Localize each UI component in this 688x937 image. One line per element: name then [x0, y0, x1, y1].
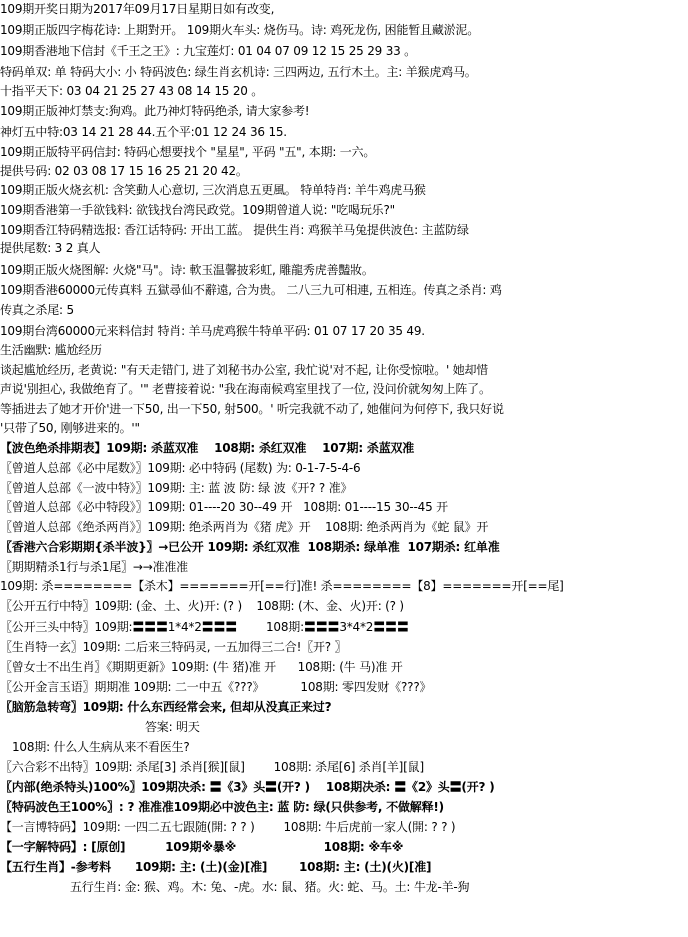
text-line: 〖公开三头中特〗109期:〓〓〓1*4*2〓〓〓 108期:〓〓〓3*4*2〓〓〓	[0, 620, 409, 634]
text-line: 109期正版神灯禁支:狗鸡。此乃神灯特码绝杀, 请大家参考!	[0, 104, 310, 118]
text-line: 答案: 明天	[145, 720, 200, 734]
text-line: 提供号码: 02 03 08 17 15 16 25 21 20 42。	[0, 164, 248, 178]
text-line: 五行生肖: 金: 猴、鸡。木: 兔、-虎。水: 鼠、猪。火: 蛇、马。土: 牛龙-羊-狗	[70, 880, 470, 894]
text-line: 〖内部(绝杀特头)100%〗109期决杀: 〓《3》头〓(开? ) 108期决杀: 〓《2》头〓(开? )	[0, 780, 495, 794]
text-line: 〖期期精杀1行与杀1尾〗→→准准准	[0, 560, 188, 574]
text-line: 109期开奖日期为2017年09月17日星期日如有改变,	[0, 2, 275, 16]
text-line: 特码单双: 单 特码大小: 小 特码波色: 绿生肖玄机诗: 三四两边, 五行木土。主: 羊猴虎鸡马。	[0, 65, 477, 79]
text-line: 生活幽默: 尴尬经历	[0, 343, 102, 357]
text-line: 〖特码波色王100%〗: ? 准准准109期必中波色主: 蓝 防: 绿(只供参考, 不做解释!)	[0, 800, 444, 814]
text-line: 109期正版特平码信封: 特码心想要找个 "星星", 平码 "五", 本期: 一六。	[0, 145, 376, 159]
text-line: 〖公开五行中特〗109期: (金、土、火)开: (? ) 108期: (木、金、火)开: (? )	[0, 599, 404, 613]
text-line: 109期台湾60000元来料信封 特肖: 羊马虎鸡猴牛特单平码: 01 07 17 20 35 49.	[0, 324, 425, 338]
text-line: 109期香港地下信封《千王之王》: 九宝莲灯: 01 04 07 09 12 15 25 29 33 。	[0, 44, 416, 58]
text-line: 109期香江特码精选报: 香江话特码: 开出工蓝。 提供生肖: 鸡猴羊马兔提供波色: 主蓝防绿	[0, 223, 469, 237]
text-line: 〖香港六合彩期期{杀半波}〗→已公开 109期: 杀红双准 108期杀: 绿单准 107期杀: 红单准	[0, 540, 500, 554]
text-line: 谈起尴尬经历, 老黄说: "有天走错门, 进了刘秘书办公室, 我忙说'对不起, 让你受惊啦。' 她却惜	[0, 363, 489, 377]
text-line: 声说'别担心, 我做绝育了。'" 老曹接着说: "我在海南候鸡室里找了一位, 没问价就匆匆上阵了。	[0, 382, 491, 396]
text-line: 等插进去了她才开价'进一下50, 出一下50, 射500。' 听完我就不动了, 她催问为何停下, 我只好说	[0, 402, 504, 416]
text-line: 〖公开金言玉语〗期期准 109期: 二一中五《???》 108期: 零四发财《???》	[0, 680, 432, 694]
text-line: 〖脑筋急转弯〗109期: 什么东西经常会来, 但却从没真正来过?	[0, 700, 332, 714]
text-line: 〖曾道人总部《一波中特》〗109期: 主: 蓝 波 防: 绿 波《开? ? 准》	[0, 481, 353, 495]
text-line: 十指平天下: 03 04 21 25 27 43 08 14 15 20 。	[0, 84, 264, 98]
text-line: 〖曾女士不出生肖〗《期期更新》109期: (牛 猪)准 开 108期: (牛 马)准 开	[0, 660, 403, 674]
text-line: 109期正版四字梅花诗: 上期對开。 109期火车头: 烧伤马。诗: 鸡死龙伤, 困能暂且藏淤泥。	[0, 23, 480, 37]
text-line: 【一言博特码】109期: 一四二五七跟随(開: ? ? ) 108期: 牛后虎前一家人(開: ? ? )	[0, 820, 456, 834]
text-line: 【五行生肖】-参考料 109期: 主: (土)(金)[准] 108期: 主: (土)(火)[准]	[0, 860, 432, 874]
text-line: '只带了50, 刚够进来的。'"	[0, 421, 140, 435]
text-line: 神灯五中特:03 14 21 28 44.五个平:01 12 24 36 15.	[0, 125, 287, 139]
text-line: 109期: 杀========【杀木】=======开[==行]准! 杀========【8】=======开[==尾]	[0, 579, 564, 593]
text-line: 【一字解特码】: [原创] 109期※暴※ 108期: ※车※	[0, 840, 404, 854]
text-line: 〖曾道人总部《必中特段》〗109期: 01----20 30--49 开 108期: 01----15 30--45 开	[0, 500, 448, 514]
text-line: 109期正版火烧图解: 火烧"马"。诗: 軟玉温馨披彩虹, 雕龍秀虎善豔妝。	[0, 263, 374, 277]
text-line: 〖曾道人总部《必中尾数》〗109期: 必中特码 (尾数) 为: 0-1-7-5-4-6	[0, 461, 361, 475]
text-line: 108期: 什么人生病从来不看医生?	[12, 740, 190, 754]
text-line: 〖六合彩不出特〗109期: 杀尾[3] 杀肖[猴][鼠] 108期: 杀尾[6] 杀肖[羊][鼠]	[0, 760, 424, 774]
text-line: 109期香港第一手欲钱料: 欲钱找台湾民政党。109期曾道人说: "吃喝玩乐?"	[0, 203, 395, 217]
text-line: 〖曾道人总部《绝杀两肖》〗109期: 绝杀两肖为《猪 虎》开 108期: 绝杀两肖为《蛇 鼠》开	[0, 520, 489, 534]
text-line: 109期正版火烧玄机: 含笑動人心意切, 三次消息五更風。 特单特肖: 羊牛鸡虎马猴	[0, 183, 426, 197]
text-line: 〖生肖特一玄〗109期: 二后来三特码灵, 一五加得三二合!〖开? 〗	[0, 640, 347, 654]
text-line: 提供尾数: 3 2 真人	[0, 241, 101, 255]
text-line: 传真之杀尾: 5	[0, 303, 74, 317]
text-line: 109期香港60000元传真料 五獄尋仙不辭遠, 合为贵。 二八三九可相連, 五相连。传真之杀肖: 鸡	[0, 283, 502, 297]
text-line: 【波色绝杀排期表】109期: 杀蓝双准 108期: 杀红双准 107期: 杀蓝双准	[0, 441, 415, 455]
